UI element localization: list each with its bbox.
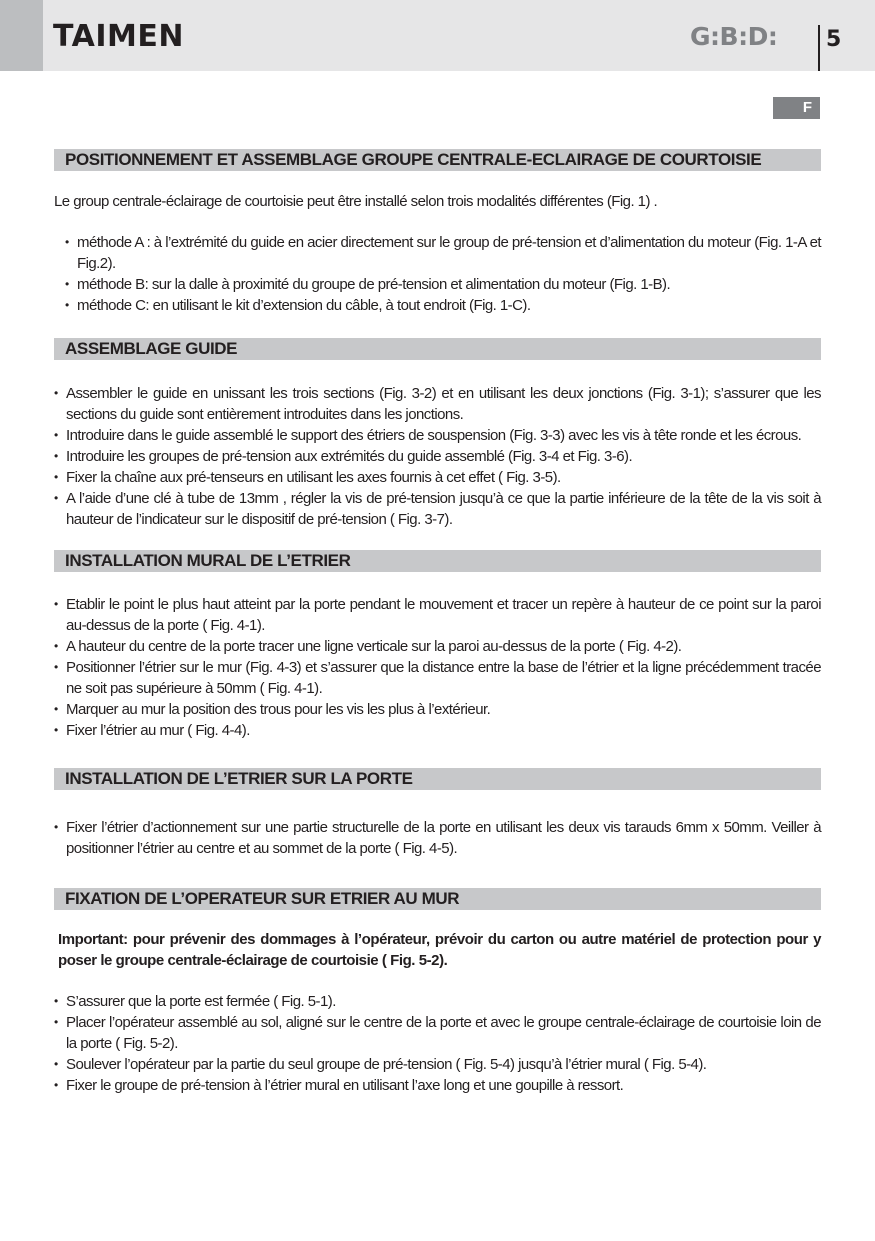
list-item: • méthode B: sur la dalle à proximité du groupe de pré-tension et alimentation du moteur (Fig. 1-B). [65,274,821,295]
list-item: • Fixer la chaîne aux pré-tenseurs en utilisant les axes fournis à cet effet ( Fig. 3-5). [54,467,821,488]
list-item: • Soulever l’opérateur par la partie du seul groupe de pré-tension ( Fig. 5-4) jusqu’à l’étrier mural ( Fig. 5-4). [54,1054,821,1075]
fixation-list [54,991,821,1096]
list-item: • Marquer au mur la position des trous pour les vis les plus à l’extérieur. [54,699,821,720]
section-heading-assemblage-guide: ASSEMBLAGE GUIDE [54,338,821,360]
assemblage-list [54,383,821,530]
list-item: • méthode A : à l’extrémité du guide en acier directement sur le group de pré-tension et d’alimentation du moteur (Fig. 1-A et Fig.2). [65,232,821,274]
header-divider [818,25,820,71]
list-item: • Introduire les groupes de pré-tension aux extrémités du guide assemblé (Fig. 3-4 et Fig. 3-6). [54,446,821,467]
section-heading-installation-mural: INSTALLATION MURAL DE L’ETRIER [54,550,821,572]
brand-logo: G:B:D: [690,22,778,51]
list-item: • méthode C: en utilisant le kit d’extension du câble, à tout endroit (Fig. 1-C). [65,295,821,316]
header-tab [0,0,43,71]
section-heading-installation-porte: INSTALLATION DE L’ETRIER SUR LA PORTE [54,768,821,790]
list-item: • Fixer l’étrier au mur ( Fig. 4-4). [54,720,821,741]
list-item: • Etablir le point le plus haut atteint par la porte pendant le mouvement et tracer un repère à hauteur de ce point sur la paroi au-dessus de la porte ( Fig. 4-1). [54,594,821,636]
list-item: • Assembler le guide en unissant les trois sections (Fig. 3-2) et en utilisant les deux jonctions (Fig. 3-1); s’assurer que les sections du guide sont entièrement introduites dans les jonctions. [54,383,821,425]
important-note: Important: pour prévenir des dommages à l’opérateur, prévoir du carton ou autre matériel de protection pour y poser le groupe centrale-éclairage de courtoisie ( Fig. 5-2). [58,931,821,969]
list-item: • Fixer le groupe de pré-tension à l’étrier mural en utilisant l’axe long et une goupille à ressort. [54,1075,821,1096]
list-item: • A hauteur du centre de la porte tracer une ligne verticale sur la paroi au-dessus de la porte ( Fig. 4-2). [54,636,821,657]
list-item: • S’assurer que la porte est fermée ( Fig. 5-1). [54,991,821,1012]
list-item: • Fixer l’étrier d’actionnement sur une partie structurelle de la porte en utilisant les deux vis tarauds 6mm x 50mm. Veiller à positionner l’étrier au centre et au sommet de la porte ( Fig. 4-5). [54,817,821,859]
section-heading-fixation-operateur: FIXATION DE L’OPERATEUR SUR ETRIER AU MUR [54,888,821,910]
language-badge: F [773,97,820,119]
installation-porte-list [54,817,821,859]
method-list [54,232,821,316]
document-title: TAIMEN [53,19,184,54]
page-number: 5 [826,27,842,52]
section-intro: Le group centrale-éclairage de courtoisie peut être installé selon trois modalités différentes (Fig. 1) . [54,193,658,210]
installation-mural-list [54,594,821,741]
list-item: • A l’aide d’une clé à tube de 13mm , régler la vis de pré-tension jusqu’à ce que la partie inférieure de la tête de la vis soit à hauteur de l’indicateur sur le dispositif de pré-tension ( Fig. 3-7). [54,488,821,530]
page-content [54,149,821,1096]
list-item: • Placer l’opérateur assemblé au sol, aligné sur le centre de la porte et avec le groupe centrale-éclairage de courtoisie loin de la porte ( Fig. 5-2). [54,1012,821,1054]
list-item: • Introduire dans le guide assemblé le support des étriers de souspension (Fig. 3-3) avec les vis à tête ronde et les écrous. [54,425,821,446]
list-item: • Positionner l’étrier sur le mur (Fig. 4-3) et s’assurer que la distance entre la base de l’étrier et la ligne précédemment tracée ne soit pas supérieure à 50mm ( Fig. 4-1). [54,657,821,699]
section-heading-positionnement: POSITIONNEMENT ET ASSEMBLAGE GROUPE CENTRALE-ECLAIRAGE DE COURTOISIE [54,149,821,171]
